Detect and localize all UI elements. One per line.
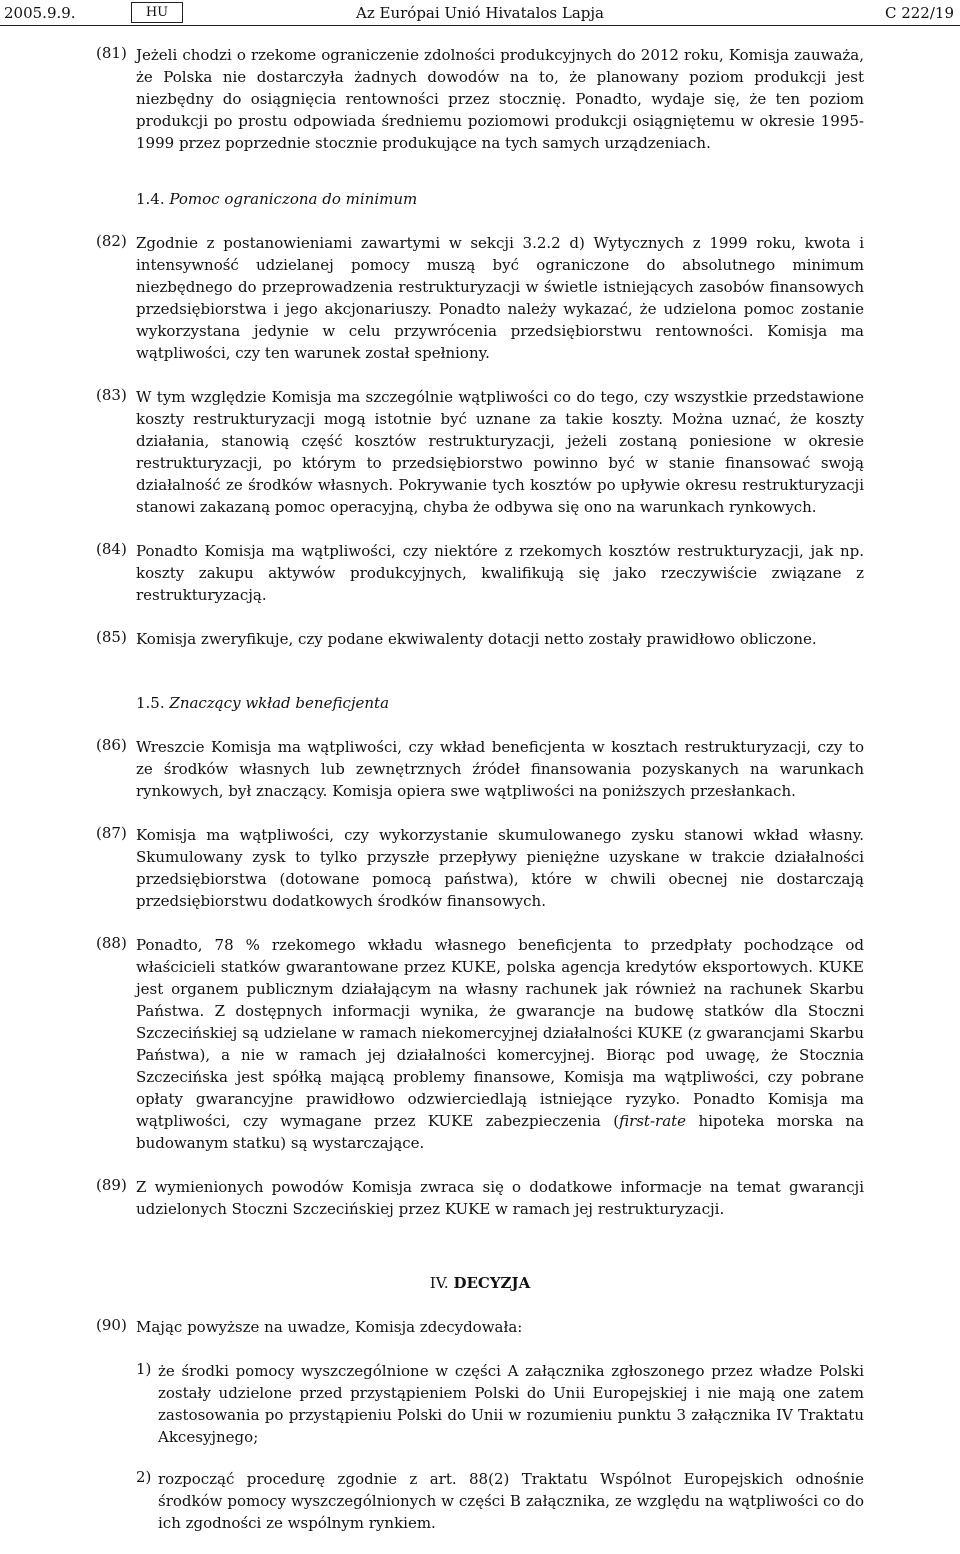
paragraph-text: Mając powyższe na uwadze, Komisja zdecydowała: [136,1318,523,1336]
page-header [0,0,960,28]
paragraph-number: (86) [96,736,127,754]
paragraph-87 [0,824,960,912]
subsection-heading-1-4 [0,188,960,210]
paragraph-number: (88) [96,934,127,952]
paragraph-text: W tym względzie Komisja ma szczególnie wątpliwości co do tego, czy wszystkie przedstawione koszty restrukturyzacji mogą istotnie być uznane za takie koszty. Można uznać, że koszty działania, stanowią część kosztów restrukturyzacji, jeżeli zostaną poniesione w okresie restrukturyzacji, po którym to przedsiębiorstwo powinno być w stanie finansować swoją działalność ze środków własnych. Pokrywanie tych kosztów po upływie okresu restrukturyzacji stanowi zakazaną pomoc operacyjną, chyba że odbywa się ono na warunkach rynkowych. [136,388,864,516]
item-text: że środki pomocy wyszczególnione w części A załącznika zgłoszonego przez władze Polski zostały udzielone przed przystąpieniem Polski do Unii Europejskiej i nie mają one zatem zastosowania po przystąpieniu Polski do Unii w rozumieniu punktu 3 załącznika IV Traktatu Akcesyjnego; [158,1362,864,1446]
paragraph-number: (90) [96,1316,127,1334]
section-heading-iv [0,1272,960,1294]
paragraph-89 [0,1176,960,1220]
journal-title: Az Európai Unió Hivatalos Lapja [356,4,604,22]
paragraph-text: Jeżeli chodzi o rzekome ograniczenie zdolności produkcyjnych do 2012 roku, Komisja zauważa, że Polska nie dostarczyła żadnych dowodów na to, że planowany poziom produkcji jest niezbędny do osiągnięcia rentowności przez stocznię. Ponadto, wydaje się, że ten poziom produkcji po prostu odpowiada średniemu poziomowi produkcji osiągniętemu w okresie 1995-1999 przez poprzednie stocznie produkujące na tych samych urządzeniach. [136,46,864,152]
paragraph-number: (82) [96,232,127,250]
decision-item-2 [0,1468,960,1534]
subsection-title: Pomoc ograniczona do minimum [169,190,418,208]
subsection-title: Znaczący wkład beneficjenta [169,694,390,712]
item-text: rozpocząć procedurę zgodnie z art. 88(2) Traktatu Wspólnot Europejskich odnośnie środków pomocy wyszczególnionych w części B załącznika, ze względu na wątpliwości co do ich zgodności ze wspólnym rynkiem. [158,1470,864,1532]
paragraph-81 [0,44,960,154]
paragraph-85 [0,628,960,650]
paragraph-83 [0,386,960,518]
subsection-number: 1.4. [136,190,165,208]
paragraph-number: (84) [96,540,127,558]
paragraph-text: Komisja ma wątpliwości, czy wykorzystanie skumulowanego zysku stanowi wkład własny. Skumulowany zysk to tylko przyszłe przepływy pieniężne uzyskane w trakcie działalności przedsiębiorstwa (dotowane pomocą państwa), które w chwili obecnej nie dostarczają przedsiębiorstwu dodatkowych środków finansowych. [136,826,864,910]
paragraph-text: Zgodnie z postanowieniami zawartymi w sekcji 3.2.2 d) Wytycznych z 1999 roku, kwota i intensywność udzielanej pomocy muszą być ograniczone do absolutnego minimum niezbędnego do przeprowadzenia restrukturyzacji w świetle istniejących zasobów finansowych przedsiębiorstwa i jego akcjonariuszy. Ponadto należy wykazać, że udzielona pomoc zostanie wykorzystana jedynie w celu przywrócenia przedsiębiorstwu rentowności. Komisja ma wątpliwości, czy ten warunek został spełniony. [136,234,864,362]
subsection-number: 1.5. [136,694,165,712]
language-code-box: HU [131,2,183,23]
item-number: 1) [136,1360,152,1378]
paragraph-number: (83) [96,386,127,404]
paragraph-90 [0,1316,960,1338]
section-title: DECYZJA [453,1274,531,1292]
paragraph-text: Ponadto Komisja ma wątpliwości, czy niektóre z rzekomych kosztów restrukturyzacji, jak np. koszty zakupu aktywów produkcyjnych, kwalifikują się jako rzeczywiście związane z restrukturyzacją. [136,542,864,604]
paragraph-number: (87) [96,824,127,842]
paragraph-84 [0,540,960,606]
paragraph-text-part: hipoteka morska na budowanym statku) są wystarczające. [136,1112,865,1152]
publication-date: 2005.9.9. [4,4,76,22]
header-rule [0,25,960,26]
paragraph-text-part: Ponadto, 78 % rzekomego wkładu własnego beneficjenta to przedpłaty pochodzące od właścicieli statków gwarantowane przez KUKE, polska agencja kredytów eksportowych. KUKE jest organem publicznym działającym na własny rachunek jak również na rachunek Skarbu Państwa. Z dostępnych informacji wynika, że gwarancje na budowę statków dla Stoczni Szczecińskiej są udzielane w ramach niekomercyjnej działalności KUKE (z gwarancjami Skarbu Państwa), a nie w ramach jej działalności komercyjnej. Biorąc pod uwagę, że Stocznia Szczecińska jest spółką mającą problemy finansowe, Komisja ma wątpliwości, czy pobrane opłaty gwarancyjne prawidłowo odzwierciedlają istniejące ryzyko. Ponadto Komisja ma wątpliwości, czy wymagane przez KUKE zabezpieczenia ( [136,936,864,1130]
paragraph-86 [0,736,960,802]
paragraph-number: (81) [96,44,127,62]
paragraph-text: Z wymienionych powodów Komisja zwraca się o dodatkowe informacje na temat gwarancji udzielonych Stoczni Szczecińskiej przez KUKE w ramach jej restrukturyzacji. [136,1178,864,1218]
paragraph-88 [0,934,960,1154]
paragraph-text [136,934,864,1154]
subsection-heading-1-5 [0,692,960,714]
paragraph-number: (85) [96,628,127,646]
section-number: IV. [429,1274,449,1292]
paragraph-text: Komisja zweryfikuje, czy podane ekwiwalenty dotacji netto zostały prawidłowo obliczone. [136,630,817,648]
paragraph-number: (89) [96,1176,127,1194]
item-number: 2) [136,1468,152,1486]
decision-item-1 [0,1360,960,1448]
italic-term: first-rate [619,1112,687,1130]
paragraph-82 [0,232,960,364]
paragraph-text: Wreszcie Komisja ma wątpliwości, czy wkład beneficjenta w kosztach restrukturyzacji, czy to ze środków własnych lub zewnętrznych źródeł finansowania pozyskanych na warunkach rynkowych, był znaczący. Komisja opiera swe wątpliwości na poniższych przesłankach. [136,738,864,800]
document-body [0,44,960,1554]
page-reference: C 222/19 [884,4,954,22]
